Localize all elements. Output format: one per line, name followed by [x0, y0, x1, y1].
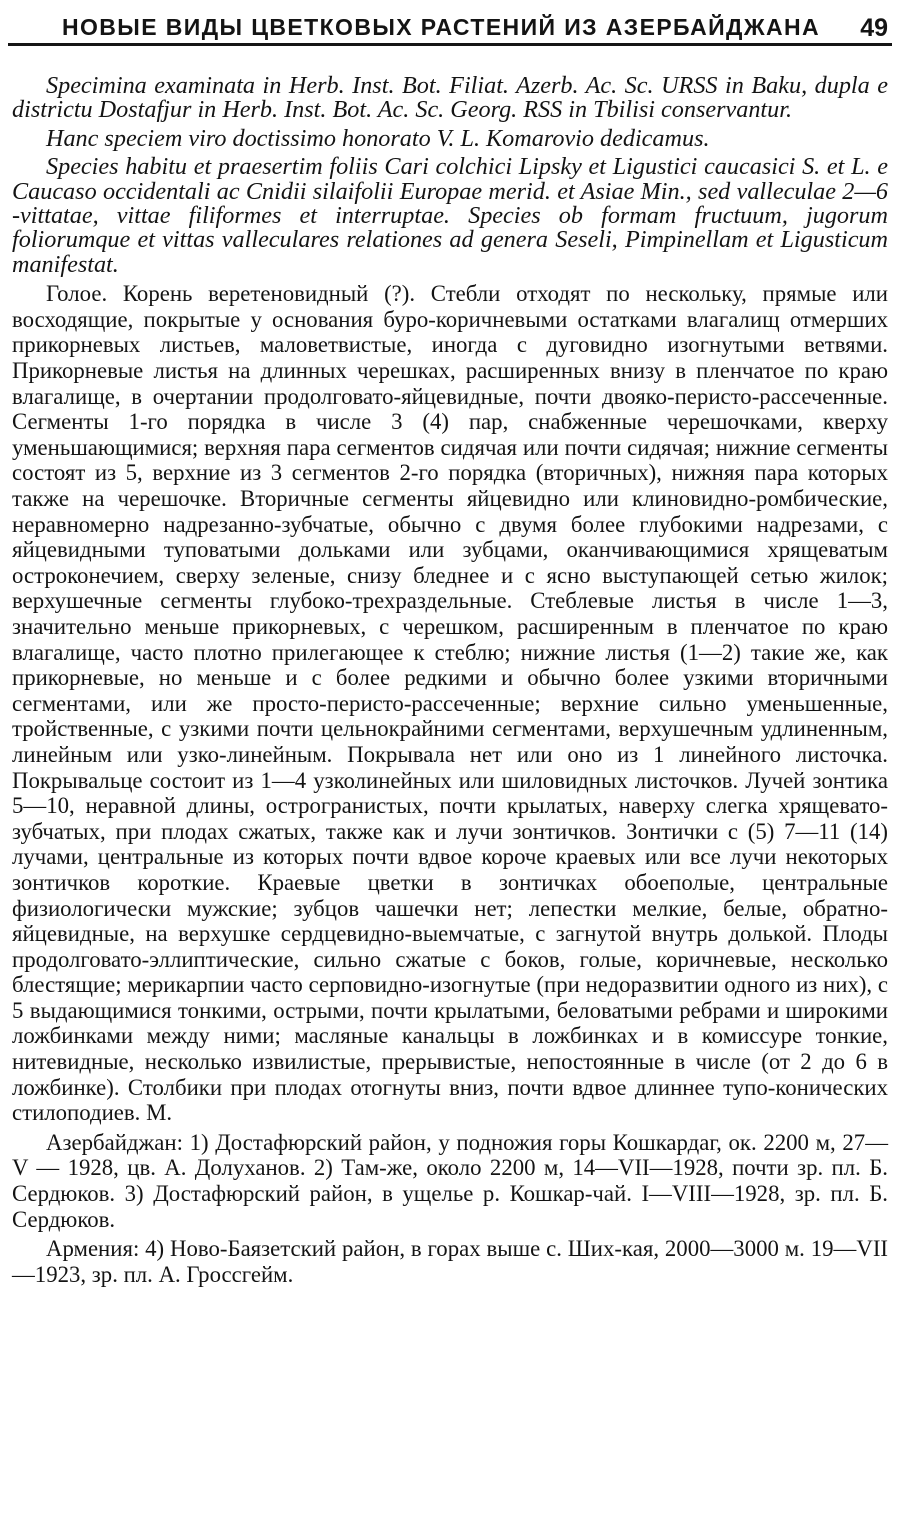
latin-specimens-paragraph: Specimina examinata in Herb. Inst. Bot. Filiat. Azerb. Ac. Sc. URSS in Baku, dupla e districtu Dostafjur in Herb. Inst. Bot. Ac. Sc. Georg. RSS in Tbilisi conservantur. [12, 72, 888, 124]
page-number: 49 [860, 14, 888, 42]
running-title: НОВЫЕ ВИДЫ ЦВЕТКОВЫХ РАСТЕНИЙ ИЗ АЗЕРБАЙДЖАНА [62, 14, 821, 40]
species-description-paragraph: Голое. Корень веретеновидный (?). Стебли отходят по нескольку, прямые или восходящие, покрытые у основания буро-коричневыми остатками влагалищ отмерших прикорневых листьев, маловетвистые, иногда с дуговидно изогнутыми ветвями. Прикорневые листья на длинных черешках, расширенных внизу в пленчатое по краю влагалище, в очертании продолговато-яйцевидные, почти двояко-перисто-рассеченные. Сегменты 1-го порядка в числе 3 (4) пар, снабженные черешочками, кверху уменьшающимися; верхняя пара сегментов сидячая или почти сидячая; нижние сегменты состоят из 5, верхние из 3 сегментов 2-го порядка (вторичных), нижняя пара которых также на черешочке. Вторичные сегменты яйцевидно или клиновидно-ромбические, неравномерно надрезанно-зубчатые, обычно с двумя более глубокими надрезами, с яйцевидными туповатыми дольками или зубцами, оканчивающимися хрящеватым остроконечием, сверху зеленые, снизу бледнее и с ясно выступающей сетью жилок; верхушечные сегменты глубоко-трехраздельные. Стеблевые листья в числе 1—3, значительно меньше прикорневых, с черешком, расширенным в пленчатое по краю влагалище, часто плотно прилегающее к стеблю; нижние листья (1—2) такие же, как прикорневые, но меньше и с более редкими и обычно более узкими вторичными сегментами, или же просто-перисто-рассеченные; верхние сильно уменьшенные, тройственные, с узкими почти цельнокрайними сегментами, верхушечным удлиненным, линейным или узко-линейным. Покрывала нет или оно из 1 линейного листочка. Покрывальце состоит из 1—4 узколинейных или шиловидных листочков. Лучей зонтика 5—10, неравной длины, острогранистых, почти крылатых, наверху слегка хрящевато-зубчатых, при плодах сжатых, также как и лучи зонтичков. Зонтички с (5) 7—11 (14) лучами, центральные из которых почти вдвое короче краевых или все лучи некоторых зонтичков короткие. Краевые цветки в зонтичках обоеполые, центральные физиологически мужские; зубцов чашечки нет; лепестки мелкие, белые, обратно-яйцевидные, на верхушке сердцевидно-выемчатые, с загнутой внутрь долькой. Плоды продолговато-эллиптические, сильно сжатые с боков, голые, коричневые, несколько блестящие; мерикарпии часто серповидно-изогнутые (при недоразвитии одного из них), с 5 выдающимися тонкими, острыми, почти крылатыми, беловатыми ребрами и широкими ложбинками между ними; масляные канальцы в ложбинках и в комиссуре тонкие, нитевидные, несколько извилистые, прерывистые, непостоянные в числе (от 2 до 6 в ложбинке). Столбики при плодах отогнуты вниз, почти вдвое длиннее тупо-конических стилоподиев. М. [12, 281, 888, 1126]
locality-armenia-paragraph: Армения: 4) Ново-Баязетский район, в горах выше с. Ших-кая, 2000—3000 м. 19—VII—1923, зр. пл. А. Гроссгейм. [12, 1236, 888, 1287]
latin-affinity-paragraph: Species habitu et praesertim foliis Cari colchici Lipsky et Ligustici caucasici S. et L. e Caucaso occidentali ac Cnidii silaifolii Europae merid. et Asiae Min., sed valleculae 2—6 -vittatae, vittae filiformes et interruptae. Species ob formam fructuum, jugorum foliorumque et vittas valleculares relationes ad genera Seseli, Pimpinellam et Ligusticum manifestat. [12, 153, 888, 278]
locality-azerbaijan-paragraph: Азербайджан: 1) Достафюрский район, у подножия горы Кошкардаг, ок. 2200 м, 27—V — 1928, цв. А. Долуханов. 2) Там-же, около 2200 м, 14—VII—1928, почти зр. пл. Б. Сердюков. 3) Достафюрский район, в ущелье р. Кошкар-чай. I—VIII—1928, зр. пл. Б. Сердюков. [12, 1129, 888, 1232]
page-body [12, 74, 888, 1291]
page-header [14, 8, 890, 48]
header-rule [8, 43, 892, 46]
latin-dedication-paragraph: Hanc speciem viro doctissimo honorato V. L. Komarovio dedicamus. [46, 124, 710, 152]
